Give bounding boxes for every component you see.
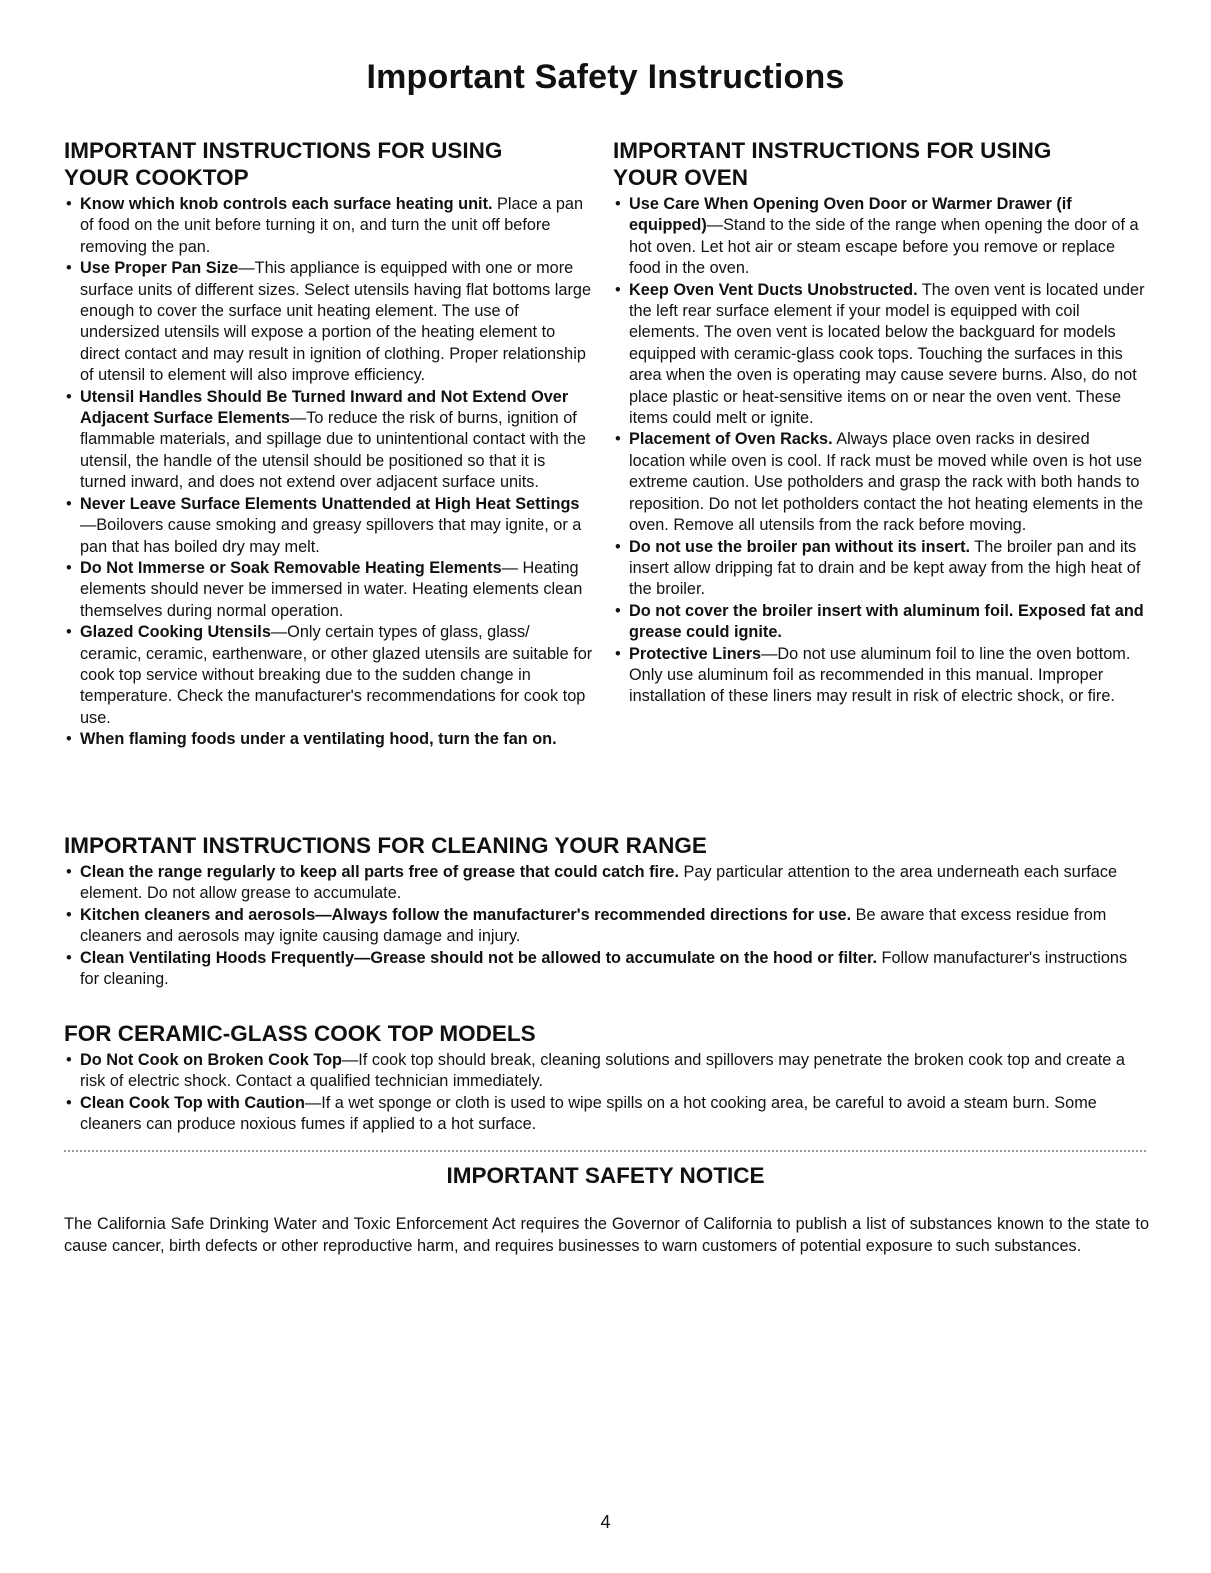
list-item bbox=[64, 905, 1149, 948]
list-item bbox=[64, 1093, 1149, 1136]
item-bold: Do Not Cook on Broken Cook Top bbox=[80, 1051, 342, 1069]
item-text: —To reduce the risk of burns, ignition of flammable materials, and spillage due to unintentional contact with the utensil, the handle of the utensil should be positioned so that it is turned inward, and does not extend over adjacent surface units. bbox=[80, 409, 586, 492]
item-text: —Stand to the side of the range when opening the door of a hot oven. Let hot air or steam escape before you remove or replace food in the oven. bbox=[629, 216, 1139, 278]
list-item bbox=[64, 862, 1149, 905]
oven-list bbox=[613, 194, 1145, 708]
bullet-icon: • bbox=[66, 387, 72, 406]
item-text: —Only certain types of glass, glass/ ceramic, ceramic, earthenware, or other glazed utensils are suitable for cook top service without breaking due to the sudden change in temperature. Check the manufacturer's recommendations for cook top use. bbox=[80, 623, 593, 727]
bullet-icon: • bbox=[66, 1093, 72, 1112]
bullet-icon: • bbox=[615, 644, 621, 663]
item-text: Follow manufacturer's instructions for cleaning. bbox=[80, 948, 1128, 989]
list-item bbox=[64, 387, 594, 494]
oven-heading bbox=[613, 137, 1145, 191]
ceramic-list bbox=[64, 1050, 1149, 1136]
list-item bbox=[64, 729, 594, 750]
list-item bbox=[64, 194, 594, 258]
item-bold: Use Care When Opening Oven Door or Warmer Drawer (if equipped) bbox=[629, 195, 1072, 235]
item-text: —Boilovers cause smoking and greasy spillovers that may ignite, or a pan that has boiled dry may melt. bbox=[80, 516, 582, 556]
cooktop-list bbox=[64, 194, 594, 751]
item-text: — Heating elements should never be immersed in water. Heating elements clean themselves during normal operation. bbox=[80, 558, 583, 620]
oven-heading-line1: IMPORTANT INSTRUCTIONS FOR USING bbox=[613, 138, 1052, 163]
cleaning-list bbox=[64, 862, 1149, 990]
cooktop-heading-line2: YOUR COOKTOP bbox=[64, 165, 249, 190]
item-bold: Do not use the broiler pan without its insert. bbox=[629, 537, 971, 556]
oven-heading-line2: YOUR OVEN bbox=[613, 165, 749, 190]
cooktop-heading bbox=[64, 137, 594, 191]
list-item bbox=[64, 258, 594, 386]
item-text: —This appliance is equipped with one or more surface units of different sizes. Select utensils having flat bottoms large enough to cover the surface unit heating element. The use of undersized utensils will expose a portion of the heating element to direct contact and may result in ignition of clothing. Proper relationship of utensil to element will also improve efficiency. bbox=[80, 259, 592, 385]
notice-heading: IMPORTANT SAFETY NOTICE bbox=[446, 1163, 765, 1188]
bullet-icon: • bbox=[615, 537, 621, 556]
bullet-icon: • bbox=[66, 259, 72, 278]
bullet-icon: • bbox=[66, 494, 72, 513]
page-title: Important Safety Instructions bbox=[366, 58, 845, 96]
list-item bbox=[64, 622, 594, 729]
oven-section bbox=[613, 137, 1145, 708]
ceramic-heading: FOR CERAMIC-GLASS COOK TOP MODELS bbox=[64, 1021, 536, 1046]
item-text: The broiler pan and its insert allow dripping fat to drain and be kept away from the high heat of the broiler. bbox=[629, 537, 1141, 599]
bullet-icon: • bbox=[66, 558, 72, 577]
list-item bbox=[64, 494, 594, 558]
item-text: —Do not use aluminum foil to line the oven bottom. Only use aluminum foil as recommended in this manual. Improper installation of these liners may result in risk of electric shock, or fire. bbox=[629, 644, 1131, 706]
item-bold: Placement of Oven Racks. bbox=[629, 430, 833, 449]
bullet-icon: • bbox=[66, 195, 72, 213]
list-item bbox=[64, 558, 594, 622]
item-bold: Keep Oven Vent Ducts Unobstructed. bbox=[629, 280, 918, 299]
item-text: —If a wet sponge or cloth is used to wipe spills on a hot cooking area, be careful to avoid a steam burn. Some cleaners can produce noxious fumes if applied to a hot surface. bbox=[80, 1093, 1097, 1134]
item-bold: Use Proper Pan Size bbox=[80, 259, 239, 278]
bullet-icon: • bbox=[66, 1051, 72, 1069]
list-item bbox=[613, 194, 1145, 280]
list-item bbox=[613, 601, 1145, 644]
bullet-icon: • bbox=[66, 948, 72, 967]
item-text: Be aware that excess residue from cleaners and aerosols may ignite causing damage and injury. bbox=[80, 905, 1107, 946]
bullet-icon: • bbox=[615, 601, 621, 620]
item-bold: Clean the range regularly to keep all parts free of grease that could catch fire. bbox=[80, 863, 679, 881]
item-bold: Never Leave Surface Elements Unattended at High Heat Settings bbox=[80, 494, 580, 513]
item-text: Always place oven racks in desired location while oven is cool. If rack must be moved while oven is hot use extreme caution. Use potholders and grasp the rack with both hands to reposition. Do not let potholders contact the hot heating elements in the oven. Remove all utensils from the rack before moving. bbox=[629, 430, 1144, 535]
list-item bbox=[613, 537, 1145, 601]
list-item bbox=[613, 429, 1145, 536]
bullet-icon: • bbox=[66, 863, 72, 881]
item-bold: Protective Liners bbox=[629, 644, 762, 663]
item-bold: Clean Cook Top with Caution bbox=[80, 1093, 305, 1112]
item-bold: Know which knob controls each surface heating unit. bbox=[80, 195, 493, 213]
item-bold: Utensil Handles Should Be Turned Inward and Not Extend Over Adjacent Surface Elements bbox=[80, 387, 569, 428]
bullet-icon: • bbox=[66, 905, 72, 924]
bullet-icon: • bbox=[615, 280, 621, 299]
item-bold: Do not cover the broiler insert with aluminum foil. Exposed fat and grease could ignite. bbox=[629, 601, 1144, 642]
item-text: The oven vent is located under the left rear surface element if your model is equipped with coil elements. The oven vent is located below the backguard for models equipped with ceramic-glass cook tops. Touching the surfaces in this area when the oven is operating may cause severe burns. Also, do not place plastic or heat-sensitive items on or near the oven vent. These items could melt or ignite. bbox=[629, 280, 1145, 428]
item-text: —If cook top should break, cleaning solutions and spillovers may penetrate the broken cook top and create a risk of electric shock. Contact a qualified technician immediately. bbox=[80, 1051, 1125, 1091]
bullet-icon: • bbox=[66, 730, 72, 749]
item-bold: Glazed Cooking Utensils bbox=[80, 623, 271, 642]
section-divider bbox=[64, 1150, 1146, 1152]
item-bold: Kitchen cleaners and aerosols—Always follow the manufacturer's recommended directions for use. bbox=[80, 905, 852, 924]
ceramic-section bbox=[64, 1020, 1149, 1136]
cleaning-section bbox=[64, 832, 1149, 990]
bullet-icon: • bbox=[66, 623, 72, 642]
list-item bbox=[613, 280, 1145, 430]
cooktop-section bbox=[64, 137, 594, 751]
bullet-icon: • bbox=[615, 430, 621, 449]
item-text: Place a pan of food on the unit before turning it on, and turn the unit off before removing the pan. bbox=[80, 195, 584, 256]
item-bold: Clean Ventilating Hoods Frequently—Grease should not be allowed to accumulate on the hood or filter. bbox=[80, 948, 877, 967]
item-bold: When flaming foods under a ventilating hood, turn the fan on. bbox=[80, 730, 557, 749]
item-text: Pay particular attention to the area underneath each surface element. Do not allow grease to accumulate. bbox=[80, 863, 1118, 903]
page-number: 4 bbox=[600, 1512, 611, 1532]
cleaning-heading: IMPORTANT INSTRUCTIONS FOR CLEANING YOUR RANGE bbox=[64, 833, 707, 858]
item-bold: Do Not Immerse or Soak Removable Heating Elements bbox=[80, 558, 502, 577]
notice-body: The California Safe Drinking Water and Toxic Enforcement Act requires the Governor of California to publish a list of substances known to the state to cause cancer, birth defects or other reproductive harm, and requires businesses to warn customers of potential exposure to such substances. bbox=[64, 1215, 1149, 1255]
list-item bbox=[64, 948, 1149, 991]
bullet-icon: • bbox=[615, 195, 621, 213]
list-item bbox=[64, 1050, 1149, 1093]
cooktop-heading-line1: IMPORTANT INSTRUCTIONS FOR USING bbox=[64, 138, 503, 163]
list-item bbox=[613, 644, 1145, 708]
